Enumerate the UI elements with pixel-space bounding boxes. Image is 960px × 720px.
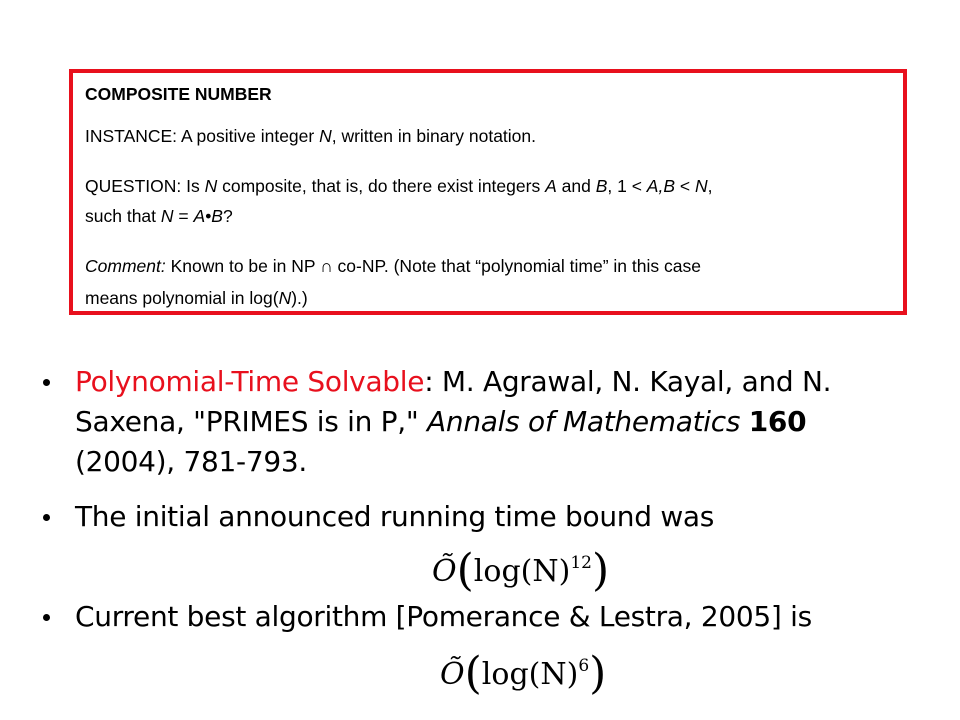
question-prefix: QUESTION: Is (85, 176, 205, 196)
question-var-n2: N (694, 176, 708, 196)
bullet-dot-1 (43, 379, 50, 386)
bullet-dot-2 (43, 514, 50, 521)
comment-line-2 (85, 283, 308, 313)
formula-initial-bound: $Õ(\log(N)^{12})$ (432, 545, 610, 596)
bullet-1-highlight: Polynomial-Time Solvable (75, 365, 425, 398)
formula-2-inner: log(N) (481, 657, 579, 692)
question-var-a: A (545, 176, 557, 196)
comment2-end: ).) (291, 288, 308, 308)
formula-2-func: Õ (440, 657, 465, 692)
bullet-dot-3 (43, 614, 50, 621)
bullet-1-authors: : M. Agrawal, N. Kayal, and N. (424, 365, 832, 398)
comment2-prefix: means polynomial in log( (85, 288, 279, 308)
question-var-b: B (595, 176, 608, 196)
formula-1-exponent: 12 (570, 553, 592, 573)
bullet-1-journal: Annals of Mathematics (427, 405, 741, 438)
comment-label: Comment: (85, 256, 166, 276)
formula-1-func: Õ (432, 554, 457, 589)
comment-line-1 (85, 251, 701, 281)
question2-var-n: N (160, 206, 174, 226)
question2-eq: = (173, 206, 194, 226)
instance-rest: , written in binary notation. (331, 126, 537, 146)
formula-best-bound: $Õ(\log(N)^6)$ (440, 648, 607, 699)
comment2-var-n: N (278, 288, 292, 308)
bullet-1-line-3: (2004), 781-793. (75, 445, 307, 478)
question-line-1 (85, 171, 712, 201)
question2-product: A•B (193, 206, 223, 226)
problem-definition-box (69, 69, 907, 315)
formula-2-exponent: 6 (578, 656, 590, 676)
bullet-2: The initial announced running time bound was (75, 500, 715, 533)
instance-line (85, 121, 536, 151)
instance-label: INSTANCE: A positive integer (85, 126, 320, 146)
question-var-ab: A,B (646, 176, 675, 196)
bullet-1-line-1 (75, 363, 831, 401)
bullet-1-volume: 160 (748, 405, 807, 438)
instance-var: N (319, 126, 332, 146)
question-end: , (707, 176, 713, 196)
problem-title: COMPOSITE NUMBER (85, 84, 272, 104)
question-mid: composite, that is, do there exist integers (217, 176, 546, 196)
question-lt: < (675, 176, 695, 196)
formula-1-inner: log(N) (473, 554, 571, 589)
question-var-n: N (204, 176, 218, 196)
question-cond: , 1 < (607, 176, 647, 196)
bullet-1-line-2 (75, 403, 806, 441)
comment-text: Known to be in NP ∩ co-NP. (Note that “polynomial time” in this case (165, 256, 701, 276)
question2-prefix: such that (85, 206, 161, 226)
question-line-2 (85, 201, 233, 231)
question-and: and (556, 176, 596, 196)
bullet-1-title: Saxena, "PRIMES is in P," (75, 405, 428, 438)
bullet-3: Current best algorithm [Pomerance & Lestra, 2005] is (75, 600, 812, 633)
question2-end: ? (222, 206, 233, 226)
